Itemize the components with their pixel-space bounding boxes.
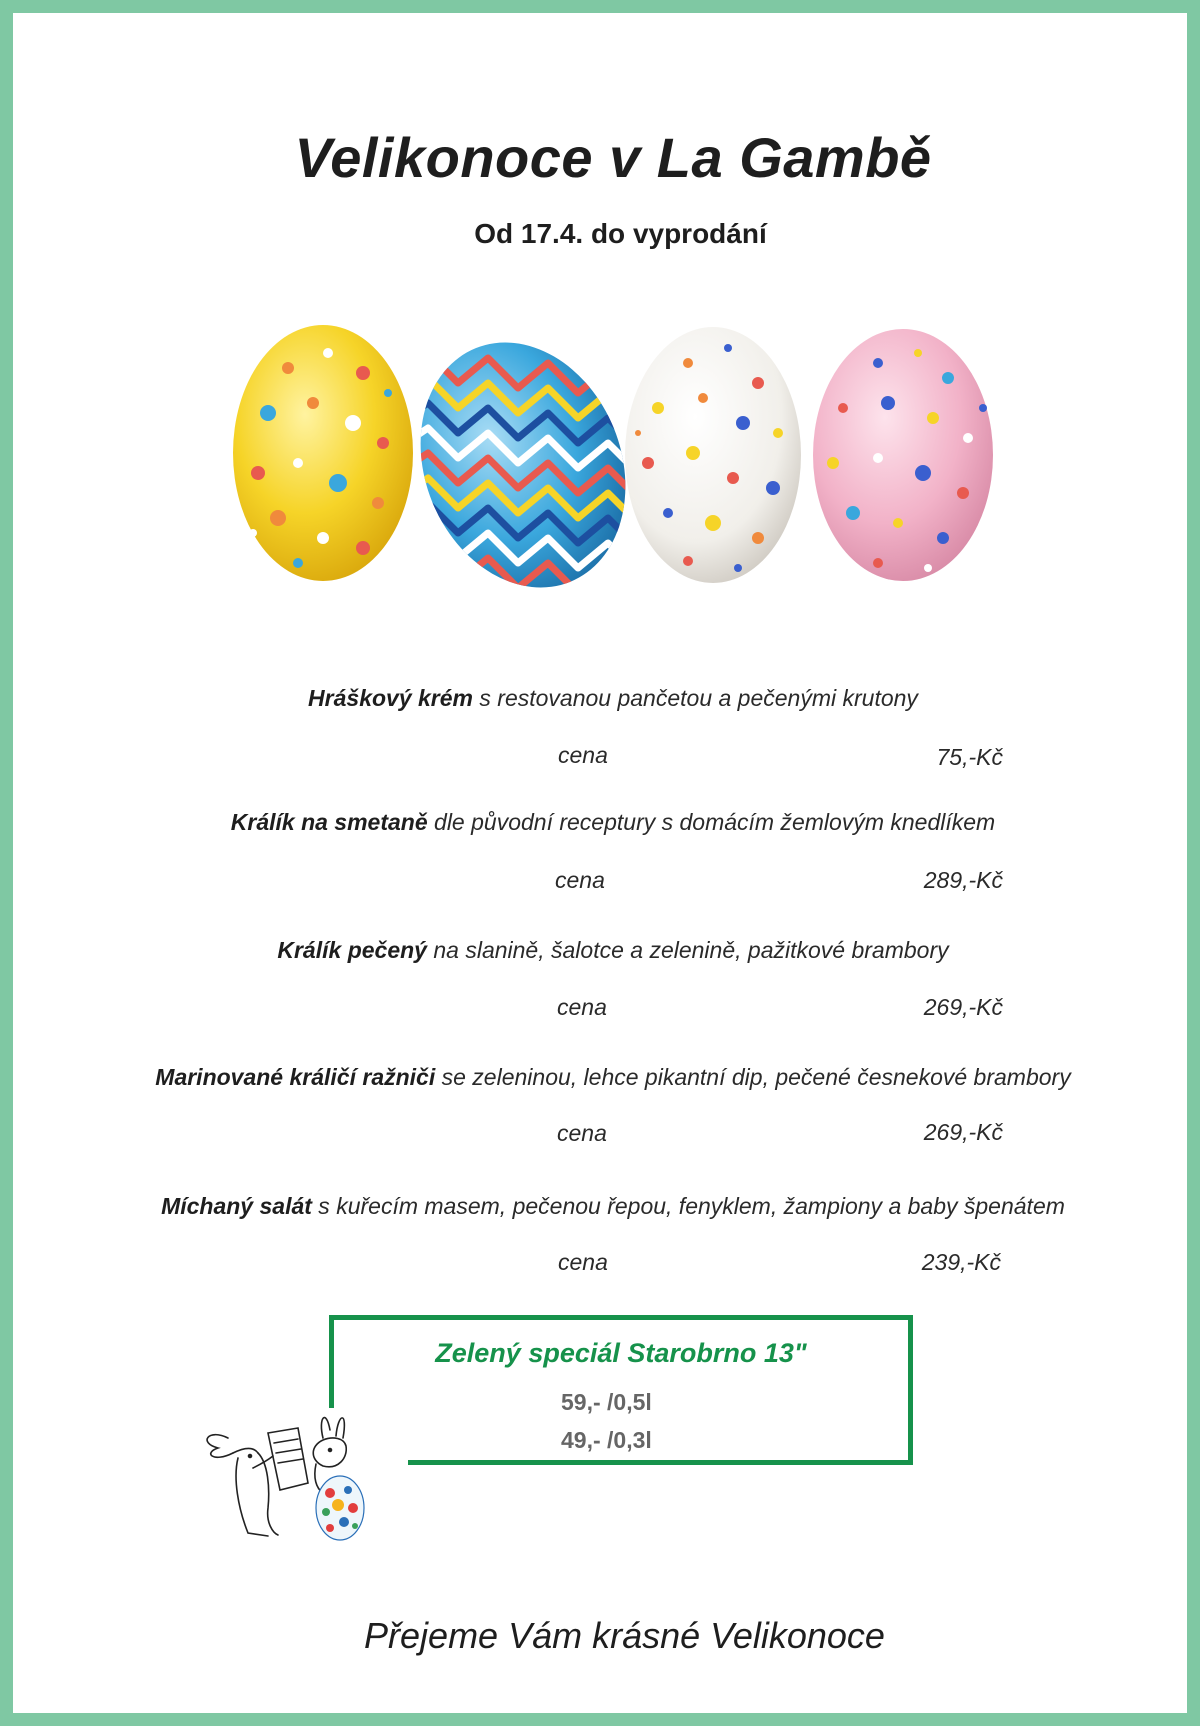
bunnies-illustration bbox=[198, 1408, 408, 1548]
special-title: Zelený speciál Starobrno 13" bbox=[435, 1338, 807, 1368]
dish-name: Míchaný salát bbox=[161, 1193, 312, 1219]
price-value: 75,-Kč bbox=[936, 744, 1003, 770]
dish-description: na slanině, šalotce a zelenině, pažitkové brambory bbox=[426, 937, 949, 963]
blue-zigzag-egg bbox=[385, 313, 661, 593]
painted-egg bbox=[316, 1476, 364, 1540]
dish-name: Hráškový krém bbox=[308, 685, 473, 711]
price-label: cena bbox=[558, 1249, 608, 1275]
price-label: cena bbox=[557, 994, 607, 1020]
menu-item-0 bbox=[13, 685, 1200, 712]
dish-name: Králík na smetaně bbox=[230, 809, 428, 835]
price-value: 289,-Kč bbox=[923, 867, 1003, 893]
menu-item-4 bbox=[13, 1193, 1200, 1220]
easter-eggs-image bbox=[228, 313, 1008, 593]
dish-description: s restovanou pančetou a pečenými krutony bbox=[473, 685, 918, 711]
price-value: 269,-Kč bbox=[923, 994, 1003, 1020]
dish-description: dle původní receptury s domácím žemlovým knedlíkem bbox=[427, 809, 996, 835]
special-price-small: 49,- /0,3l bbox=[561, 1427, 652, 1453]
price-label: cena bbox=[558, 742, 608, 768]
page-subtitle: Od 17.4. do vyprodání bbox=[474, 218, 767, 249]
dish-name: Králík pečený bbox=[277, 937, 427, 963]
menu-item-3 bbox=[13, 1064, 1200, 1091]
dish-name: Marinované králičí ražniči bbox=[155, 1064, 436, 1090]
white-dotted-egg bbox=[625, 327, 801, 583]
price-value: 269,-Kč bbox=[923, 1119, 1003, 1145]
menu-item-2 bbox=[13, 937, 1200, 964]
pink-dotted-egg bbox=[813, 329, 993, 581]
dish-description: s kuřecím masem, pečenou řepou, fenyklem, žampiony a baby špenátem bbox=[311, 1193, 1065, 1219]
price-value: 239,-Kč bbox=[921, 1249, 1001, 1275]
dish-description: se zeleninou, lehce pikantní dip, pečené česnekové brambory bbox=[435, 1064, 1071, 1090]
special-price-large: 59,- /0,5l bbox=[561, 1389, 652, 1415]
menu-item-1 bbox=[13, 809, 1200, 836]
page-title: Velikonoce v La Gambě bbox=[294, 126, 932, 189]
price-label: cena bbox=[557, 1120, 607, 1146]
price-label: cena bbox=[555, 867, 605, 893]
yellow-egg bbox=[233, 325, 413, 581]
easter-wish: Přejeme Vám krásné Velikonoce bbox=[364, 1615, 885, 1656]
